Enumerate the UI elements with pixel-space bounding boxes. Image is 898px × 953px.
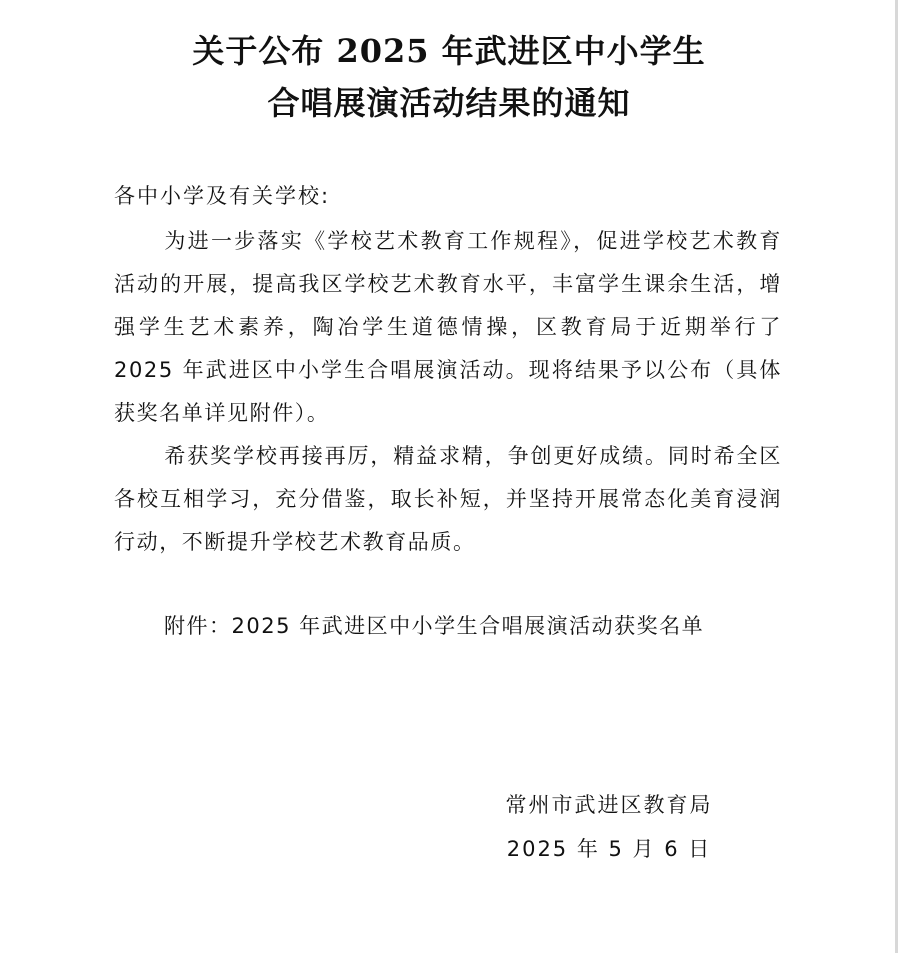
- body-paragraph: 为进一步落实《学校艺术教育工作规程》，促进学校艺术教育活动的开展，提高我区学校艺术教育水平，丰富学生课余生活，增强学生艺术素养，陶冶学生道德情操，区教育局于近期举行了 2025 年武进区中小学生合唱展演活动。现将结果予以公布（具体获奖名单详见附件）。: [114, 229, 782, 425]
- salutation: 各中小学及有关学校:: [114, 184, 331, 208]
- attachment-note: 附件：2025 年武进区中小学生合唱展演活动获奖名单: [164, 614, 705, 638]
- issue-date: 2025 年 5 月 6 日: [506, 837, 712, 861]
- body-paragraph: 希获奖学校再接再厉，精益求精，争创更好成绩。同时希全区各校互相学习，充分借鉴，取长补短，并坚持开展常态化美育浸润行动，不断提升学校艺术教育品质。: [114, 444, 782, 554]
- document-title-line-1: 关于公布 2025 年武进区中小学生: [192, 32, 706, 70]
- document-title-line-2: 合唱展演活动结果的通知: [267, 84, 631, 122]
- issuer-name: 常州市武进区教育局: [505, 793, 713, 817]
- signature-block: [499, 783, 719, 871]
